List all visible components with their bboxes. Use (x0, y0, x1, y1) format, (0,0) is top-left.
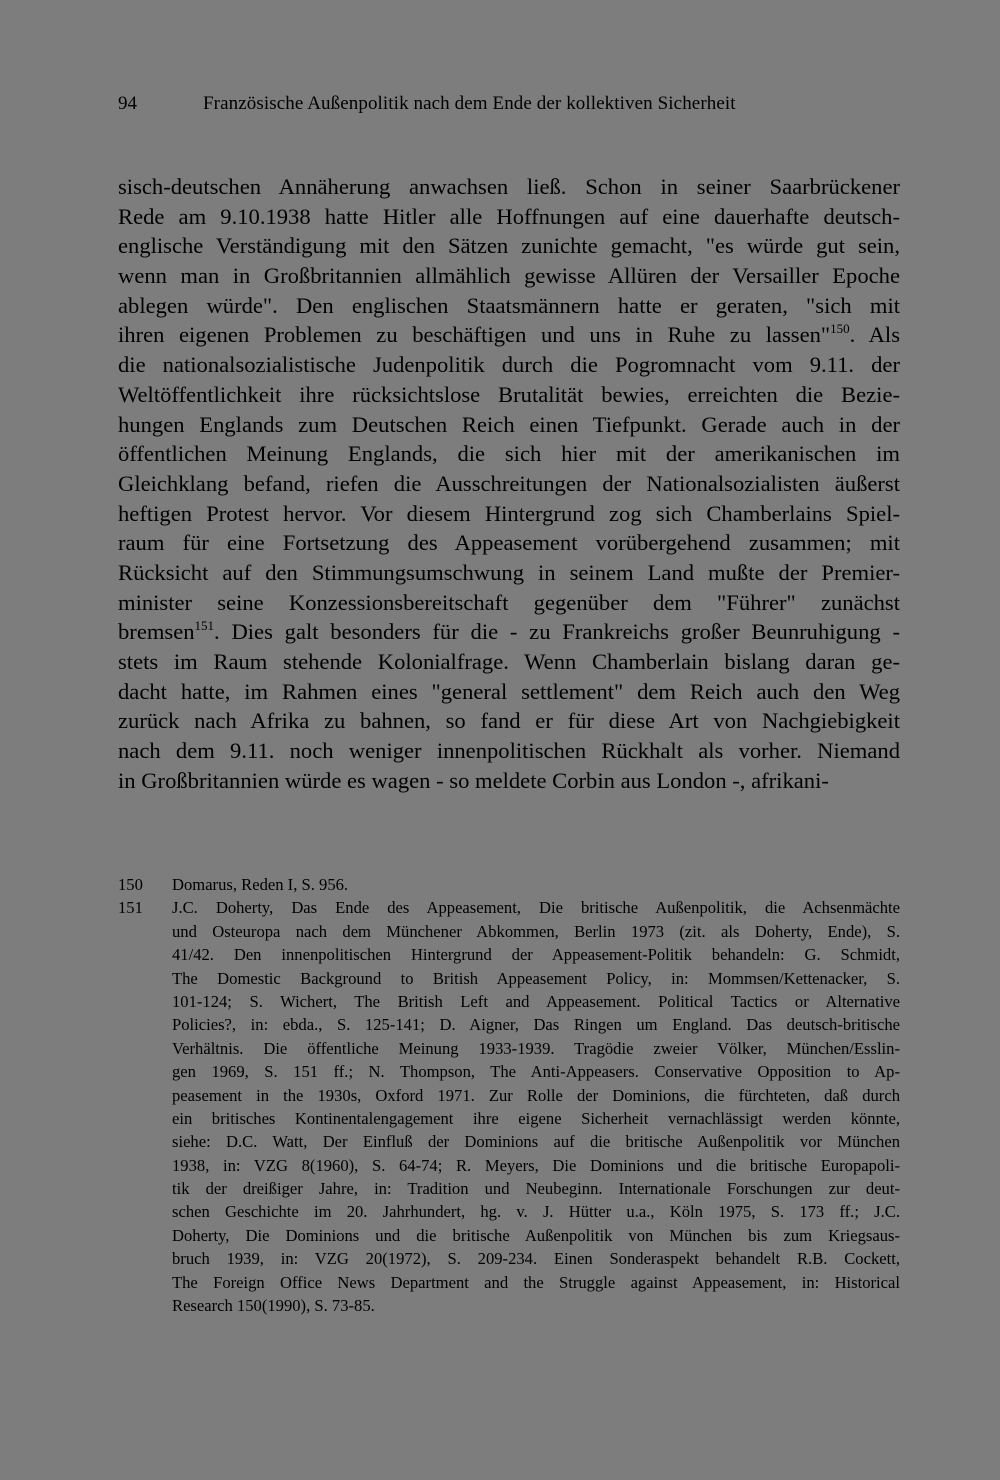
footnote-line: The Foreign Office News Department and the Struggle against Appeasement, in: Historical (172, 1272, 900, 1292)
body-line: wenn man in Großbritannien allmählich gewisse Allüren der Versailler Epoche (118, 263, 900, 289)
footnote-151 (118, 896, 900, 1317)
body-line: nach dem 9.11. noch weniger innenpolitischen Rückhalt als vorher. Niemand (118, 738, 900, 764)
body-line: öffentlichen Meinung Englands, die sich hier mit der amerikanischen im (118, 441, 900, 467)
footnote-line: Domarus, Reden I, S. 956. (172, 875, 349, 894)
body-line: dacht hatte, im Rahmen eines "general settlement" dem Reich auch den Weg (118, 678, 900, 704)
page-header (0, 93, 1000, 119)
body-line: sisch-deutschen Annäherung anwachsen ließ. Schon in seiner Saarbrückener (118, 174, 900, 199)
footnote-line: schen Geschichte im 20. Jahrhundert, hg. v. J. Hütter u.a., Köln 1975, S. 173 ff.; J.C. (172, 1202, 900, 1222)
footnote-line: The Domestic Background to British Appeasement Policy, in: Mommsen/Kettenacker, S. (172, 968, 900, 988)
body-line-text: bremsen (118, 619, 195, 645)
body-line: englische Verständigung mit den Sätzen zunichte gemacht, "es würde gut sein, (118, 233, 900, 259)
body-line: raum für eine Fortsetzung des Appeasement vorübergehend zusammen; mit (118, 530, 900, 556)
footnotes (118, 873, 900, 1317)
footnote-line: peasement in the 1930s, Oxford 1971. Zur Rolle der Dominions, die fürchteten, daß durch (172, 1085, 900, 1105)
footnote-line: und Osteuropa nach dem Münchener Abkommen, Berlin 1973 (zit. als Doherty, Ende), S. (172, 921, 900, 941)
footnote-line: 1938, in: VZG 8(1960), S. 64-74; R. Meyers, Die Dominions und die britische Europapoli- (172, 1155, 900, 1175)
body-line: die nationalsozialistische Judenpolitik durch die Pogromnacht vom 9.11. der (118, 352, 900, 378)
footnote-ref-150[interactable]: 150 (830, 321, 850, 337)
footnote-150 (118, 873, 900, 896)
body-line: zurück nach Afrika zu bahnen, so fand er für diese Art von Nachgiebigkeit (118, 708, 900, 734)
body-line: minister seine Konzessionsbereitschaft gegenüber dem "Führer" zunächst (118, 589, 900, 615)
footnote-text (172, 896, 900, 1317)
footnote-line: Verhältnis. Die öffentliche Meinung 1933-1939. Tragödie zweier Völker, München/Esslin- (172, 1038, 900, 1058)
body-line: heftigen Protest hervor. Vor diesem Hintergrund zog sich Chamberlains Spiel- (118, 500, 900, 526)
body-line: Rede am 9.10.1938 hatte Hitler alle Hoffnungen auf eine dauerhafte deutsch- (118, 203, 900, 229)
body-text (118, 172, 900, 795)
footnote-number: 150 (118, 875, 143, 894)
body-line-text: ihren eigenen Problemen zu beschäftigen und uns in Ruhe zu lassen" (118, 322, 831, 348)
running-head: Französische Außenpolitik nach dem Ende der kollektiven Sicherheit (203, 93, 736, 114)
footnote-line: 101-124; S. Wichert, The British Left and Appeasement. Political Tactics or Alternative (172, 991, 900, 1011)
body-line: stets im Raum stehende Kolonialfrage. Wenn Chamberlain bislang daran ge- (118, 649, 900, 674)
footnote-line: J.C. Doherty, Das Ende des Appeasement, Die britische Außenpolitik, die Achsenmächte (172, 898, 900, 918)
body-line-tail: . Dies galt besonders für die - zu Frankreichs großer Beunruhigung - (214, 619, 900, 645)
footnote-line: Policies?, in: ebda., S. 125-141; D. Aigner, Das Ringen um England. Das deutsch-britische (172, 1015, 900, 1035)
body-line: hungen Englands zum Deutschen Reich einen Tiefpunkt. Gerade auch in der (118, 411, 900, 437)
footnote-line: Research 150(1990), S. 73-85. (172, 1296, 375, 1316)
body-line-with-footnote (118, 617, 900, 647)
page-number: 94 (118, 93, 137, 114)
footnote-line: tik der dreißiger Jahre, in: Tradition und Neubeginn. Internationale Forschungen zur deut- (172, 1179, 900, 1199)
body-line-with-footnote (118, 320, 900, 350)
footnote-line: gen 1969, S. 151 ff.; N. Thompson, The Anti-Appeasers. Conservative Opposition to Ap- (172, 1062, 900, 1082)
footnote-line: 41/42. Den innenpolitischen Hintergrund der Appeasement-Politik behandeln: G. Schmidt, (172, 945, 900, 965)
body-line: ablegen würde". Den englischen Staatsmännern hatte er geraten, "sich mit (118, 292, 900, 318)
footnote-line: bruch 1939, in: VZG 20(1972), S. 209-234. Einen Sonderaspekt behandelt R.B. Cockett, (172, 1249, 900, 1269)
body-line: Weltöffentlichkeit ihre rücksichtslose Brutalität bewies, erreichten die Bezie- (118, 381, 900, 407)
body-line: Gleichklang befand, riefen die Ausschreitungen der Nationalsozialisten äußerst (118, 470, 900, 496)
footnote-line: ein britisches Kontinentalengagement ihre eigene Sicherheit vernachlässigt werden könnte, (172, 1108, 900, 1128)
footnote-line: siehe: D.C. Watt, Der Einfluß der Dominions auf die britische Außenpolitik vor München (172, 1132, 900, 1152)
body-line: Rücksicht auf den Stimmungsumschwung in seinem Land mußte der Premier- (118, 559, 900, 585)
footnote-text (172, 873, 900, 896)
footnote-number: 151 (118, 898, 143, 918)
body-line-tail: . Als (849, 322, 901, 348)
body-line: in Großbritannien würde es wagen - so meldete Corbin aus London -, afrikani- (118, 767, 829, 793)
footnote-ref-151[interactable]: 151 (194, 618, 215, 634)
footnote-line: Doherty, Die Dominions und die britische Außenpolitik von München bis zum Kriegsaus- (172, 1225, 900, 1245)
